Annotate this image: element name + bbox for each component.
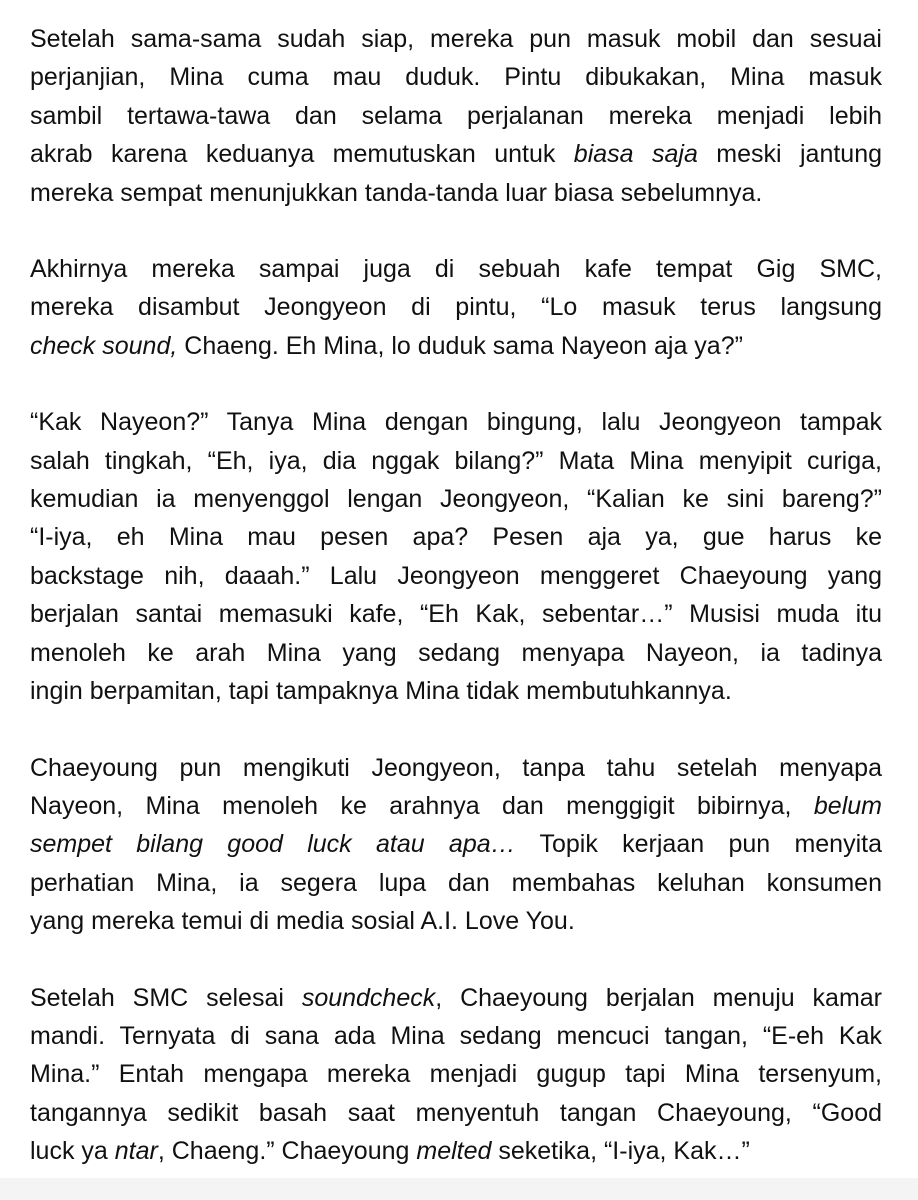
italic-text: ntar [114, 1137, 158, 1166]
text-run: berjalan santai memasuki kafe, “Eh Kak, sebentar…” Musisi muda itu [30, 600, 882, 629]
text-line [30, 135, 882, 173]
text-run: akrab karena keduanya memutuskan untuk [30, 140, 574, 169]
text-run: mandi. Ternyata di sana ada Mina sedang mencuci tangan, “E-eh Kak [30, 1021, 882, 1050]
text-line [30, 595, 882, 633]
text-run: Chaeng. Eh Mina, lo duduk sama Nayeon aja ya?” [177, 331, 743, 360]
text-line [30, 174, 882, 212]
text-run: ingin berpamitan, tapi tampaknya Mina tidak membutuhkannya. [30, 677, 732, 706]
text-run: Setelah sama-sama sudah siap, mereka pun masuk mobil dan sesuai [30, 25, 882, 53]
text-run: sambil tertawa-tawa dan selama perjalanan mereka menjadi lebih [30, 101, 882, 130]
text-line [30, 58, 882, 96]
italic-text: biasa saja [573, 140, 698, 169]
text-run: mereka disambut Jeongyeon di pintu, “Lo masuk terus langsung [30, 293, 882, 322]
text-run: “Kak Nayeon?” Tanya Mina dengan bingung, lalu Jeongyeon tampak [30, 408, 882, 437]
text-run: luck ya [30, 1137, 115, 1166]
text-run: menoleh ke arah Mina yang sedang menyapa Nayeon, ia tadinya [30, 638, 882, 667]
text-run: Chaeyoung pun mengikuti Jeongyeon, tanpa tahu setelah menyapa [30, 753, 882, 782]
italic-text: melted [416, 1137, 492, 1166]
text-run: , Chaeyoung berjalan menuju kamar [435, 983, 882, 1012]
text-line [30, 250, 882, 288]
text-line [30, 1132, 882, 1170]
paragraph [30, 979, 882, 1171]
text-line [30, 1017, 882, 1055]
text-line [30, 787, 882, 825]
italic-text: soundcheck [301, 983, 436, 1012]
text-line [30, 902, 882, 940]
text-line [30, 97, 882, 135]
text-line [30, 403, 882, 441]
text-run: yang mereka temui di media sosial A.I. Love You. [30, 907, 575, 936]
text-line [30, 442, 882, 480]
text-line [30, 672, 882, 710]
text-line [30, 327, 882, 365]
text-run: mereka sempat menunjukkan tanda-tanda luar biasa sebelumnya. [30, 178, 763, 207]
text-run: Nayeon, Mina menoleh ke arahnya dan menggigit bibirnya, [30, 791, 814, 820]
text-line [30, 979, 882, 1017]
italic-text: belum [813, 791, 882, 820]
document-body [30, 20, 882, 1171]
text-line [30, 480, 882, 518]
text-run: Akhirnya mereka sampai juga di sebuah kafe tempat Gig SMC, [30, 255, 882, 284]
paragraph [30, 403, 882, 710]
text-line [30, 1094, 882, 1132]
text-line [30, 20, 882, 58]
bottom-edge [0, 1178, 918, 1200]
text-run: kemudian ia menyenggol lengan Jeongyeon, “Kalian ke sini bareng?” [30, 485, 882, 514]
text-run: seketika, “I-iya, Kak…” [491, 1137, 750, 1166]
text-run: perhatian Mina, ia segera lupa dan membahas keluhan konsumen [30, 868, 882, 897]
text-line [30, 518, 882, 556]
text-run: meski jantung [697, 140, 883, 169]
text-run: salah tingkah, “Eh, iya, dia nggak bilang?” Mata Mina menyipit curiga, [30, 446, 882, 475]
text-run: Setelah SMC selesai [30, 983, 302, 1012]
text-run: , Chaeng.” Chaeyoung [157, 1137, 417, 1166]
text-line [30, 557, 882, 595]
italic-text: sempet bilang good luck atau apa… [30, 830, 516, 859]
text-run: “I-iya, eh Mina mau pesen apa? Pesen aja ya, gue harus ke [30, 523, 882, 552]
text-line [30, 864, 882, 902]
italic-text: check sound, [30, 331, 178, 360]
text-line [30, 288, 882, 326]
paragraph [30, 250, 882, 365]
text-line [30, 749, 882, 787]
text-line [30, 825, 882, 863]
text-run: Mina.” Entah mengapa mereka menjadi gugup tapi Mina tersenyum, [30, 1060, 882, 1089]
paragraph [30, 20, 882, 212]
text-run: backstage nih, daaah.” Lalu Jeongyeon menggeret Chaeyoung yang [30, 561, 882, 590]
paragraph [30, 749, 882, 941]
text-run: tangannya sedikit basah saat menyentuh tangan Chaeyoung, “Good [30, 1098, 882, 1127]
text-line [30, 634, 882, 672]
text-line [30, 1055, 882, 1093]
text-run: perjanjian, Mina cuma mau duduk. Pintu dibukakan, Mina masuk [30, 63, 882, 92]
text-run: Topik kerjaan pun menyita [515, 830, 882, 859]
